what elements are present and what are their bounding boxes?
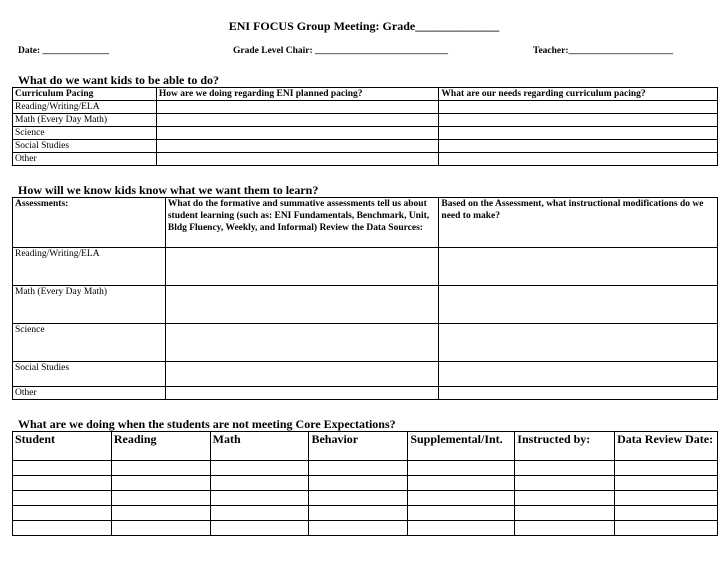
row-label: Reading/Writing/ELA xyxy=(13,101,157,114)
column-header: Supplemental/Int. xyxy=(408,432,515,461)
table-row xyxy=(13,101,718,114)
row-label: Social Studies xyxy=(13,140,157,153)
table-row xyxy=(13,127,718,140)
table-cell[interactable] xyxy=(309,521,408,536)
row-label: Other xyxy=(13,153,157,166)
table-cell[interactable] xyxy=(439,387,718,400)
column-header: Behavior xyxy=(309,432,408,461)
table-row xyxy=(13,461,718,476)
column-header: Math xyxy=(210,432,309,461)
column-header: How are we doing regarding ENI planned pacing? xyxy=(156,88,439,101)
table-cell[interactable] xyxy=(156,127,439,140)
table-cell[interactable] xyxy=(515,506,615,521)
table-cell[interactable] xyxy=(156,101,439,114)
table-row xyxy=(13,476,718,491)
table-cell[interactable] xyxy=(515,476,615,491)
table-cell[interactable] xyxy=(210,491,309,506)
table-cell[interactable] xyxy=(439,127,718,140)
table-cell[interactable] xyxy=(615,476,718,491)
table-cell[interactable] xyxy=(13,506,112,521)
table-cell[interactable] xyxy=(165,248,439,286)
table-cell[interactable] xyxy=(439,362,718,387)
column-header: Based on the Assessment, what instructional modifications do we need to make? xyxy=(439,198,718,248)
table-cell[interactable] xyxy=(165,324,439,362)
column-header: Instructed by: xyxy=(515,432,615,461)
table-cell[interactable] xyxy=(13,461,112,476)
table-row xyxy=(13,387,718,400)
date-field: Date: ______________ xyxy=(18,46,110,56)
table-cell[interactable] xyxy=(408,521,515,536)
table-cell[interactable] xyxy=(13,476,112,491)
table-cell[interactable] xyxy=(111,476,210,491)
table-cell[interactable] xyxy=(210,461,309,476)
table-cell[interactable] xyxy=(615,461,718,476)
row-label: Science xyxy=(13,127,157,140)
column-header: What are our needs regarding curriculum pacing? xyxy=(439,88,718,101)
table-row xyxy=(13,324,718,362)
table-header-row xyxy=(13,88,718,101)
table-cell[interactable] xyxy=(210,506,309,521)
row-label: Reading/Writing/ELA xyxy=(13,248,166,286)
table-row xyxy=(13,506,718,521)
curriculum-pacing-table xyxy=(12,87,718,166)
column-header: What do the formative and summative assessments tell us about student learning (such as: ENI Fundamentals, Benchmark, Unit, Bldg Fluency, Weekly, and Informal) Review the Data Sources: xyxy=(165,198,439,248)
table-cell[interactable] xyxy=(156,153,439,166)
section3-heading: What are we doing when the students are not meeting Core Expectations? xyxy=(18,417,396,431)
row-label: Math (Every Day Math) xyxy=(13,286,166,324)
table-cell[interactable] xyxy=(210,476,309,491)
table-row xyxy=(13,521,718,536)
table-cell[interactable] xyxy=(439,101,718,114)
table-cell[interactable] xyxy=(309,476,408,491)
table-cell[interactable] xyxy=(309,506,408,521)
table-cell[interactable] xyxy=(515,521,615,536)
section2-heading: How will we know kids know what we want them to learn? xyxy=(18,183,319,197)
table-cell[interactable] xyxy=(111,521,210,536)
table-cell[interactable] xyxy=(408,491,515,506)
table-header-row xyxy=(13,432,718,461)
table-header-row xyxy=(13,198,718,248)
column-header: Student xyxy=(13,432,112,461)
row-label: Other xyxy=(13,387,166,400)
column-header: Data Review Date: xyxy=(615,432,718,461)
table-cell[interactable] xyxy=(13,491,112,506)
table-cell[interactable] xyxy=(408,506,515,521)
table-cell[interactable] xyxy=(615,506,718,521)
table-cell[interactable] xyxy=(165,362,439,387)
table-cell[interactable] xyxy=(165,286,439,324)
table-cell[interactable] xyxy=(408,476,515,491)
row-label: Science xyxy=(13,324,166,362)
table-row xyxy=(13,140,718,153)
column-header: Assessments: xyxy=(13,198,166,248)
section1-heading: What do we want kids to be able to do? xyxy=(18,73,220,87)
table-row xyxy=(13,114,718,127)
table-row xyxy=(13,362,718,387)
column-header: Reading xyxy=(111,432,210,461)
grade-level-chair-field: Grade Level Chair: ____________________________ xyxy=(233,46,449,56)
table-cell[interactable] xyxy=(156,114,439,127)
page-title: ENI FOCUS Group Meeting: Grade______________ xyxy=(228,19,500,33)
table-cell[interactable] xyxy=(515,491,615,506)
assessments-table xyxy=(12,197,718,400)
row-label: Math (Every Day Math) xyxy=(13,114,157,127)
table-cell[interactable] xyxy=(111,491,210,506)
table-row xyxy=(13,286,718,324)
table-cell[interactable] xyxy=(156,140,439,153)
table-cell[interactable] xyxy=(439,248,718,286)
table-cell[interactable] xyxy=(515,461,615,476)
table-row xyxy=(13,248,718,286)
table-cell[interactable] xyxy=(615,521,718,536)
table-cell[interactable] xyxy=(309,461,408,476)
table-cell[interactable] xyxy=(408,461,515,476)
table-cell[interactable] xyxy=(165,387,439,400)
table-cell[interactable] xyxy=(13,521,112,536)
table-cell[interactable] xyxy=(439,114,718,127)
table-cell[interactable] xyxy=(111,461,210,476)
table-cell[interactable] xyxy=(309,491,408,506)
table-cell[interactable] xyxy=(615,491,718,506)
table-cell[interactable] xyxy=(210,521,309,536)
table-cell[interactable] xyxy=(439,153,718,166)
table-row xyxy=(13,153,718,166)
table-row xyxy=(13,491,718,506)
table-cell[interactable] xyxy=(439,324,718,362)
table-cell[interactable] xyxy=(439,286,718,324)
column-header: Curriculum Pacing xyxy=(13,88,157,101)
row-label: Social Studies xyxy=(13,362,166,387)
table-cell[interactable] xyxy=(111,506,210,521)
teacher-field: Teacher:______________________ xyxy=(533,46,674,56)
table-cell[interactable] xyxy=(439,140,718,153)
students-table xyxy=(12,431,718,536)
